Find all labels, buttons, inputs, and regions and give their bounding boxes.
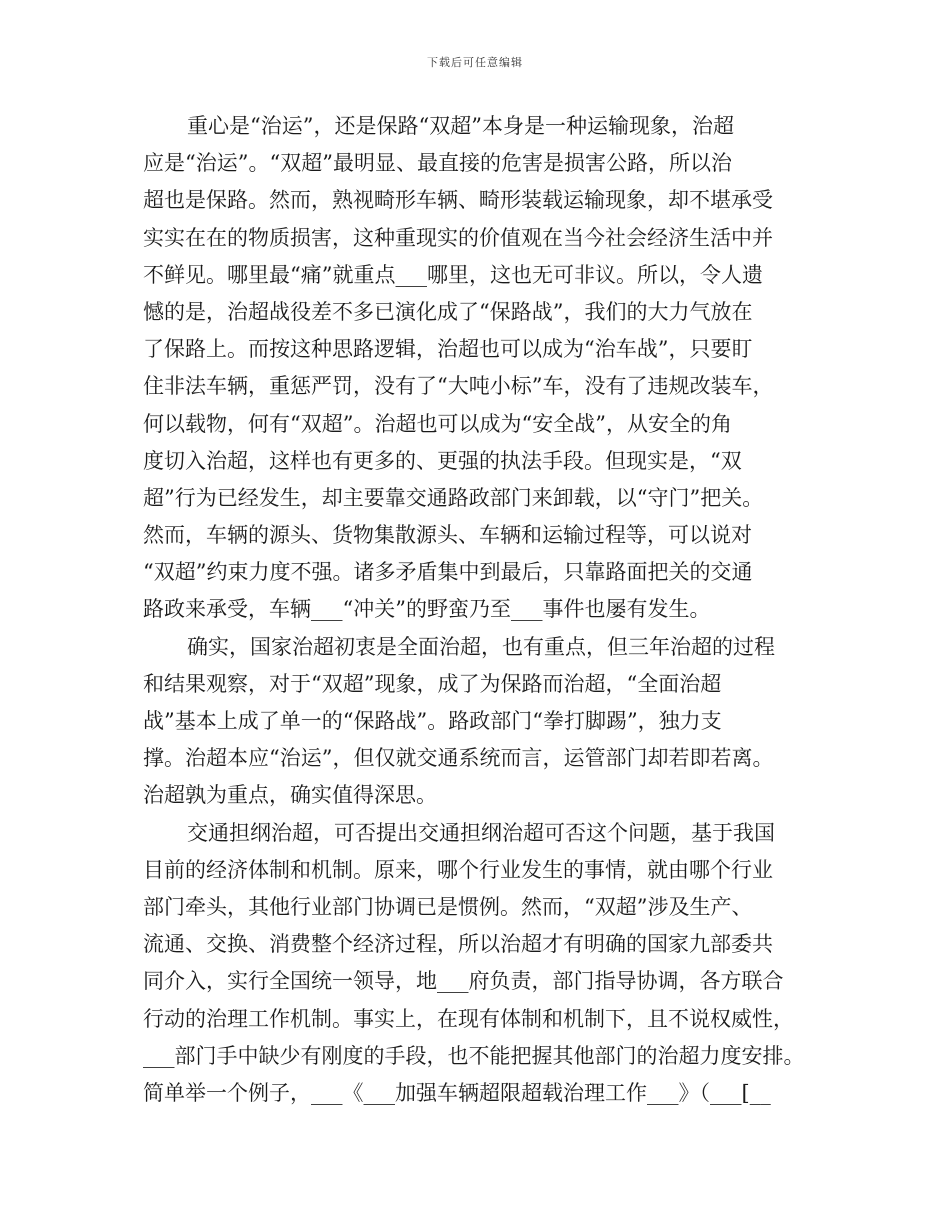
document-body <box>143 108 815 1112</box>
text-line: 交通担纲治超，可否提出交通担纲治超可否这个问题，基于我国 <box>187 820 775 845</box>
text-line: 超也是保路。然而，熟视畸形车辆、畸形装载运输现象，却不堪承受 <box>143 188 773 213</box>
text-line: 路政来承受，车辆___“冲关”的野蛮乃至___事件也屡有发生。 <box>143 597 711 622</box>
text-line: 流通、交换、消费整个经济过程，所以治超才有明确的国家九部委共 <box>143 932 773 957</box>
text-line: 确实，国家治超初衷是全面治超，也有重点，但三年治超的过程 <box>187 634 775 659</box>
text-line: 和结果观察，对于“双超”现象，成了为保路而治超，“全面治超 <box>143 671 722 696</box>
text-line: 超”行为已经发生，却主要靠交通路政部门来卸载，以“守门”把关。 <box>143 485 764 510</box>
text-line: 目前的经济体制和机制。原来，哪个行业发生的事情，就由哪个行业 <box>143 857 773 882</box>
text-line: 同介入，实行全国统一领导，地___府负责，部门指导协调，各方联合 <box>143 969 784 994</box>
text-line: 行动的治理工作机制。事实上，在现有体制和机制下，且不说权威性， <box>143 1006 794 1031</box>
text-line: 实实在在的物质损害，这种重现实的价值观在当今社会经济生活中并 <box>143 225 773 250</box>
text-line: ___部门手中缺少有刚度的手段，也不能把握其他部门的治超力度安排。 <box>143 1043 805 1068</box>
text-line: 不鲜见。哪里最“痛”就重点___哪里，这也无可非议。所以，令人遗 <box>143 262 763 287</box>
text-line: 重心是“治运”，还是保路“双超”本身是一种运输现象，治超 <box>187 114 734 138</box>
text-line: “双超”约束力度不强。诸多矛盾集中到最后，只靠路面把关的交通 <box>143 560 753 585</box>
text-line: 简单举一个例子，___《___加强车辆超限超载治理工作___》（___[__ <box>143 1080 771 1105</box>
text-line: 憾的是，治超战役差不多已演化成了“保路战”，我们的大力气放在 <box>143 299 753 324</box>
text-line: 战”基本上成了单一的“保路战”。路政部门“拳打脚踢”，独力支 <box>143 709 722 733</box>
page-header: 下载后可任意编辑 <box>427 56 523 69</box>
text-line: 何以载物，何有“双超”。治超也可以成为“安全战”，从安全的角 <box>143 411 732 436</box>
text-line: 然而，车辆的源头、货物集散源头、车辆和运输过程等，可以说对 <box>143 523 752 548</box>
text-line: 度切入治超，这样也有更多的、更强的执法手段。但现实是，“双 <box>143 448 742 473</box>
text-line: 了保路上。而按这种思路逻辑，治超也可以成为“治车战”，只要盯 <box>143 337 753 362</box>
text-line: 撑。治超本应“治运”，但仅就交通系统而言，运管部门却若即若离。 <box>143 746 774 771</box>
text-line: 部门牵头，其他行业部门协调已是惯例。然而，“双超”涉及生产、 <box>143 894 753 919</box>
text-line: 住非法车辆，重惩严罚，没有了“大吨小标”车，没有了违规改装车， <box>143 374 774 399</box>
text-line: 治超孰为重点，确实值得深思。 <box>143 783 437 808</box>
text-line: 应是“治运”。“双超”最明显、最直接的危害是损害公路，所以治 <box>143 151 732 176</box>
